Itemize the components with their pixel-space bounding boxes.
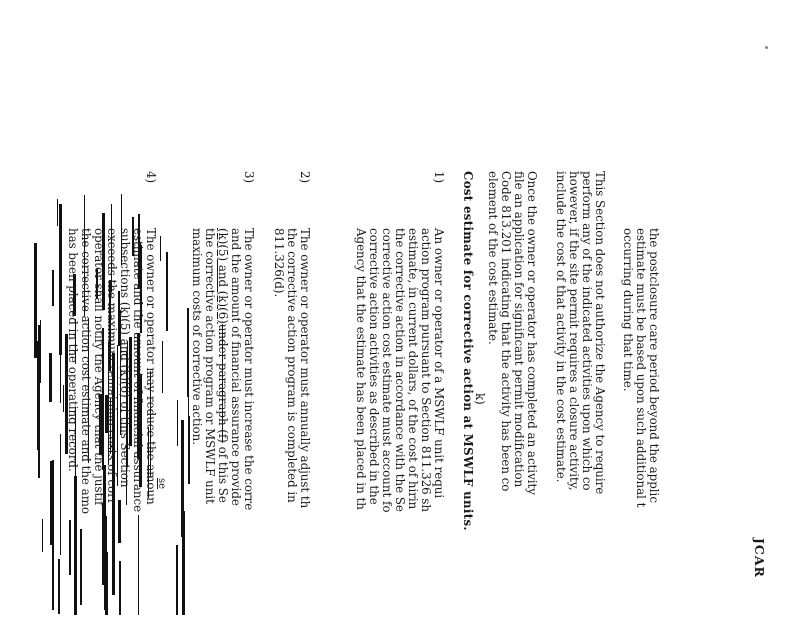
amended-line	[215, 228, 229, 503]
text-line: the corrective action program or MSWLF unit	[203, 228, 217, 504]
text-line: This Section does not authorize the Agency to require	[593, 171, 607, 495]
text-line: The owner or operator may reduce the amoun	[144, 228, 158, 505]
text-line: Agency that the estimate has been placed in th	[354, 228, 368, 510]
text-line: subsections (k)(5) and (k)(6) of this Section	[118, 228, 132, 488]
text-line: action program pursuant to Section 811.326 sh	[419, 228, 433, 513]
text-line: Code 813.201 indicating that the activity has been co	[499, 171, 513, 492]
text-line: the corrective action in accordance with the Se	[393, 228, 407, 512]
page-header: JCAR	[752, 538, 767, 578]
text-line: and the amount of financial assurance provide	[229, 228, 243, 506]
text-line: operator shall notify the Agency that the justif	[92, 228, 106, 506]
section-heading: Cost estimate for corrective action at MSWLF units.	[461, 171, 475, 531]
text-line: corrective action activities as described in the	[367, 228, 381, 505]
text-line: however, if the site permit requires a closure activity,	[567, 171, 581, 491]
item-number: 3)	[242, 171, 256, 184]
text-line: the corrective action program is completed in	[285, 228, 299, 503]
text-line: An owner or operator of a MSWLF unit requi	[432, 228, 446, 499]
line-suffix: of this Se	[216, 442, 230, 503]
inserted-word: se	[156, 478, 167, 490]
text-line: maximum costs of corrective action.	[190, 228, 204, 445]
text-line: perform any of the indicated activities upon which co	[580, 171, 594, 491]
item-number: 1)	[432, 171, 446, 184]
item-number: 4)	[144, 171, 158, 184]
text-line: element of the cost estimate.	[486, 171, 500, 345]
section-letter: k)	[473, 393, 487, 405]
text-line: The owner or operator must annually adjust th	[298, 228, 312, 509]
text-line: file an application for significant permit modification	[512, 171, 526, 488]
inserted-text: (k)(5) and (k)(6)	[216, 228, 230, 324]
text-line: has been placed in the operating record.	[66, 228, 80, 472]
item-number: 2)	[298, 171, 312, 184]
struck-text: under paragraph (f)	[216, 323, 230, 443]
text-line: occurring during that time.	[621, 228, 635, 392]
text-line: the postclosure care period beyond the applic	[647, 228, 661, 503]
text-line: include the cost of that activity in the cost estimate.	[554, 171, 568, 483]
text-line: the corrective action cost estimate and the amo	[79, 228, 93, 514]
text-line: 811.326(d).	[272, 228, 286, 298]
text-line: The owner or operator must increase the corre	[242, 228, 256, 511]
text-line: exceeds the maximum remaining costs of corr	[105, 228, 119, 505]
text-line: estimate and the amount of financial assurance	[131, 228, 145, 513]
text-line: estimate, in current dollars, of the cost of hirin	[406, 228, 420, 510]
text-line: Once the owner or operator has completed an activity	[525, 171, 539, 495]
text-line: estimate must be based upon such additional t	[634, 228, 648, 508]
text-line: corrective action cost estimate must account fo	[380, 228, 394, 513]
